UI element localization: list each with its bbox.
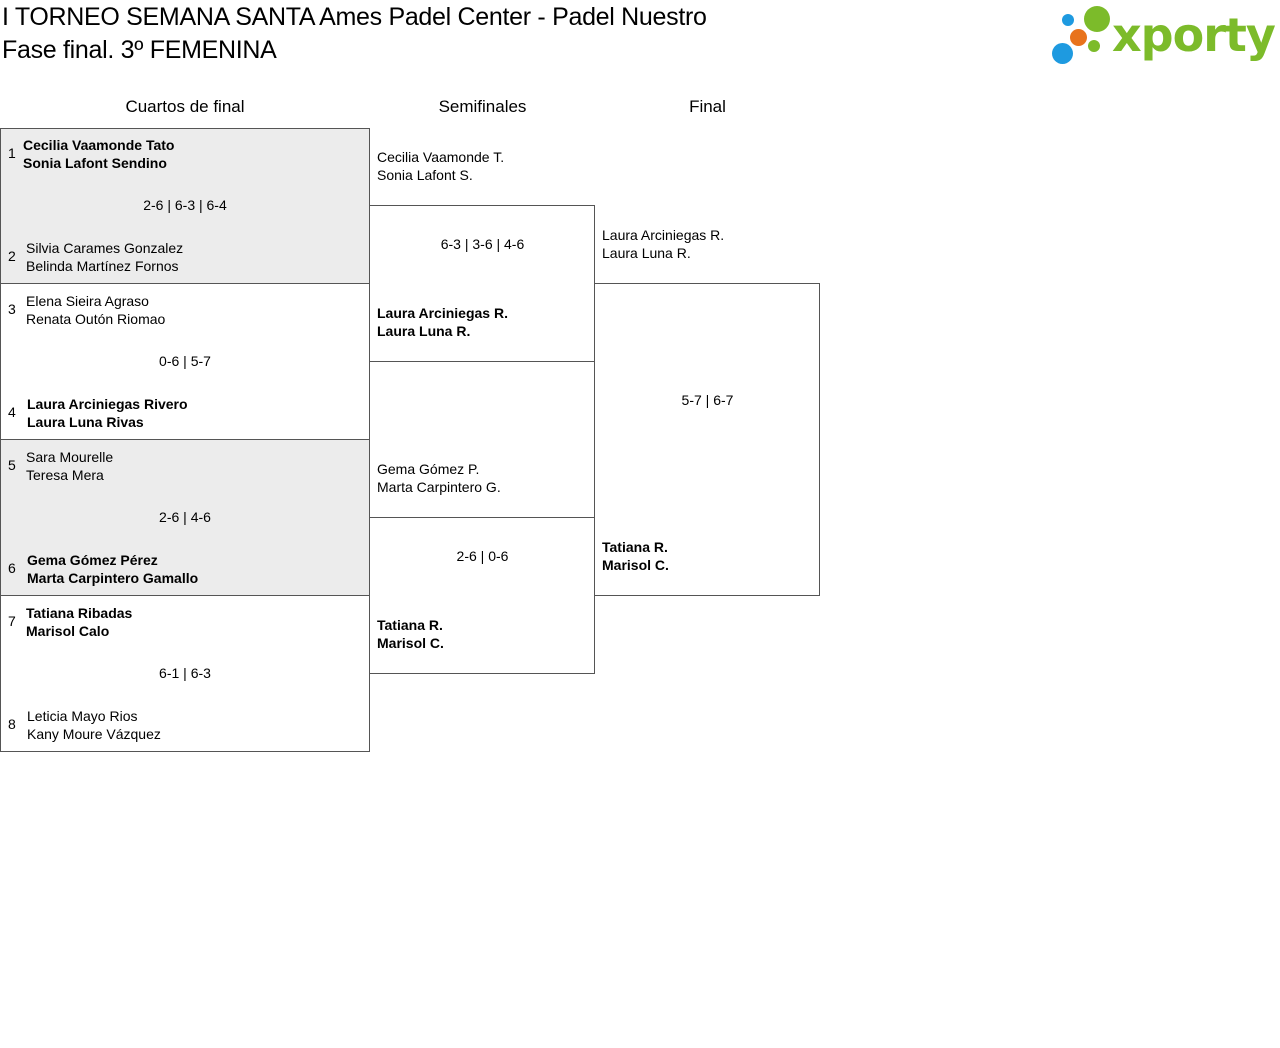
player-name: Silvia Carames Gonzalez [26,240,184,256]
player-name: Renata Outón Riomao [26,311,166,327]
xporty-logo[interactable] [1050,4,1275,66]
player-name: Gema Gómez P. [377,461,480,477]
player-name: Teresa Mera [26,467,104,483]
team-name-winner [377,616,444,652]
match-score: 6-1 | 6-3 [159,665,211,681]
match-score: 0-6 | 5-7 [159,353,211,369]
logo-dot-green [1084,6,1110,32]
player-name: Marisol Calo [26,623,110,639]
player-name: Cecilia Vaamonde Tato [23,137,175,153]
seed-number: 4 [8,404,16,420]
match-score: 2-6 | 0-6 [456,548,509,564]
match-score: 6-3 | 3-6 | 4-6 [440,236,525,252]
team-name-winner [23,136,174,172]
player-name: Marta Carpintero Gamallo [27,570,199,586]
player-name: Sonia Lafont S. [377,167,473,183]
page-title: I TORNEO SEMANA SANTA Ames Padel Center - Padel Nuestro [2,3,707,31]
team-name [377,148,504,184]
player-name: Cecilia Vaamonde T. [377,149,505,165]
team-name [27,707,161,743]
player-name: Gema Gómez Pérez [27,552,158,568]
round-header-final: Final [689,97,726,116]
seed-number: 3 [8,301,16,317]
logo-dot-blue-large [1052,43,1073,64]
player-name: Laura Arciniegas R. [602,227,725,243]
match-score: 2-6 | 4-6 [159,509,211,525]
player-name: Sara Mourelle [26,449,114,465]
team-name [602,226,724,262]
round-header-semis: Semifinales [438,97,527,116]
player-name: Marisol C. [377,635,444,651]
match-score: 2-6 | 6-3 | 6-4 [143,197,227,213]
logo-wordmark: xporty [1112,8,1275,62]
player-name: Laura Arciniegas Rivero [27,396,188,412]
team-name-winner [377,304,508,340]
seed-number: 7 [8,613,16,629]
player-name: Elena Sieira Agraso [26,293,149,309]
player-name: Marisol C. [602,557,669,573]
team-name [26,292,165,328]
seed-number: 5 [8,457,16,473]
match-score: 5-7 | 6-7 [681,392,734,408]
team-name [26,448,113,484]
seed-number: 1 [8,145,16,161]
player-name: Sonia Lafont Sendino [23,155,167,171]
page-subtitle: Fase final. 3º FEMENINA [2,36,277,64]
player-name: Laura Arciniegas R. [377,305,508,321]
player-name: Laura Luna Rivas [27,414,144,430]
player-name: Laura Luna R. [377,323,471,339]
logo-dot-green-small [1088,40,1100,52]
logo-dot-orange [1070,29,1087,46]
team-name-winner [27,551,198,587]
team-name-winner [27,395,188,431]
player-name: Leticia Mayo Rios [27,708,138,724]
seed-number: 2 [8,248,16,264]
player-name: Tatiana R. [602,539,668,555]
player-name: Marta Carpintero G. [377,479,501,495]
player-name: Kany Moure Vázquez [27,726,161,742]
player-name: Tatiana Ribadas [26,605,133,621]
team-name-winner [26,604,132,640]
logo-dot-blue-small [1062,14,1074,26]
player-name: Belinda Martínez Fornos [26,258,179,274]
team-name [26,239,183,275]
seed-number: 8 [8,716,16,732]
seed-number: 6 [8,560,16,576]
team-name [377,460,501,496]
round-header-quarters: Cuartos de final [125,97,245,116]
player-name: Tatiana R. [377,617,443,633]
player-name: Laura Luna R. [602,245,691,261]
team-name-winner [602,538,669,574]
